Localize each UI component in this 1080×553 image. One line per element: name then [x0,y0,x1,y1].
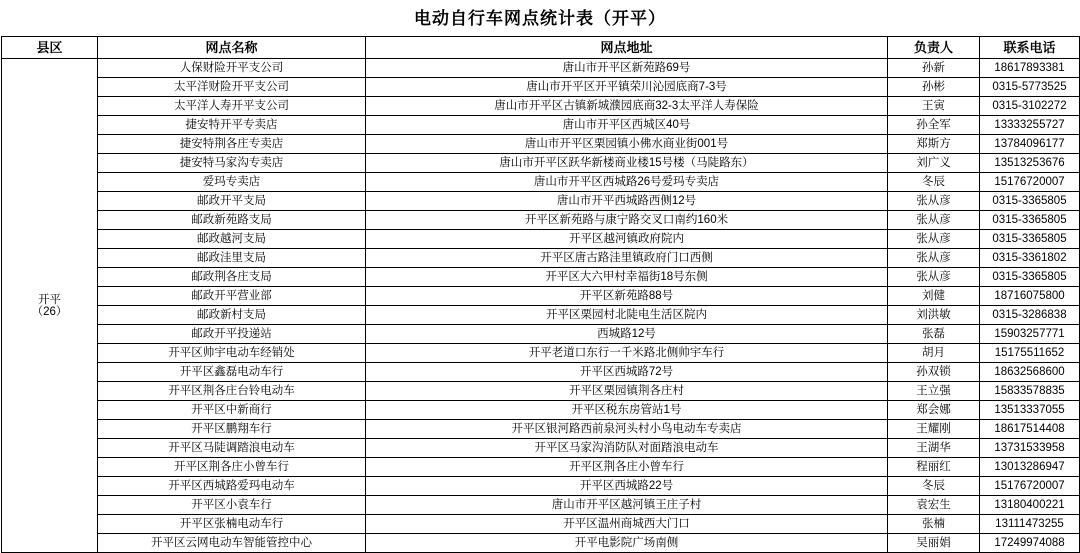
table-row [2,154,1080,173]
station-name-cell: 开平区云网电动车智能管控中心 [98,534,366,553]
station-address-cell: 唐山市开平区新苑路69号 [366,59,888,78]
station-address-cell: 开平区新苑路88号 [366,287,888,306]
header-station-address: 网点地址 [366,37,888,59]
person-cell: 王立强 [888,382,980,401]
person-cell: 张从彦 [888,249,980,268]
table-row [2,439,1080,458]
phone-cell: 18617893381 [980,59,1080,78]
person-cell: 张从彦 [888,268,980,287]
station-address-cell: 开平区栗园村北陡电生活区院内 [366,306,888,325]
person-cell: 刘健 [888,287,980,306]
phone-cell: 13784096177 [980,135,1080,154]
phone-cell: 18617514408 [980,420,1080,439]
table-row [2,306,1080,325]
person-cell: 王湖华 [888,439,980,458]
table-row [2,401,1080,420]
person-cell: 张从彦 [888,211,980,230]
table-row [2,458,1080,477]
phone-cell: 18716075800 [980,287,1080,306]
person-cell: 孙全军 [888,116,980,135]
phone-cell: 13513337055 [980,401,1080,420]
person-cell: 刘广义 [888,154,980,173]
person-cell: 孙新 [888,59,980,78]
station-address-cell: 唐山市开平区栗园镇小佛水商业街001号 [366,135,888,154]
table-row [2,173,1080,192]
table-row [2,496,1080,515]
station-name-cell: 邮政开平投递站 [98,325,366,344]
table-row [2,382,1080,401]
table-row [2,344,1080,363]
phone-cell: 18632568600 [980,363,1080,382]
phone-cell: 0315-3361802 [980,249,1080,268]
station-address-cell: 开平区新苑路与康宁路交叉口南约160米 [366,211,888,230]
station-name-cell: 太平洋财险开平支公司 [98,78,366,97]
station-address-cell: 唐山市开平区西城路26号爱玛专卖店 [366,173,888,192]
station-name-cell: 邮政越河支局 [98,230,366,249]
station-name-cell: 爱玛专卖店 [98,173,366,192]
table-row [2,116,1080,135]
stations-table [1,36,1080,553]
table-row [2,230,1080,249]
station-name-cell: 邮政开平营业部 [98,287,366,306]
station-name-cell: 邮政新村支局 [98,306,366,325]
phone-cell: 15175511652 [980,344,1080,363]
phone-cell: 13731533958 [980,439,1080,458]
table-row [2,59,1080,78]
station-address-cell: 开平区唐古路洼里镇政府门口西侧 [366,249,888,268]
phone-cell: 13333255727 [980,116,1080,135]
person-cell: 程丽红 [888,458,980,477]
phone-cell: 13180400221 [980,496,1080,515]
phone-cell: 13513253676 [980,154,1080,173]
header-phone: 联系电话 [980,37,1080,59]
table-row [2,135,1080,154]
table-row [2,363,1080,382]
station-name-cell: 开平区马陡调踏浪电动车 [98,439,366,458]
station-name-cell: 开平区西城路爱玛电动车 [98,477,366,496]
phone-cell: 0315-3365805 [980,230,1080,249]
phone-cell: 0315-3365805 [980,211,1080,230]
station-address-cell: 开平区税东房管站1号 [366,401,888,420]
table-row [2,249,1080,268]
station-name-cell: 开平区中新商行 [98,401,366,420]
phone-cell: 0315-3365805 [980,268,1080,287]
station-name-cell: 开平区鑫磊电动车行 [98,363,366,382]
station-address-cell: 开平老道口东行一千米路北侧帅宇车行 [366,344,888,363]
person-cell: 刘洪敏 [888,306,980,325]
person-cell: 冬辰 [888,173,980,192]
table-row [2,534,1080,553]
station-address-cell: 西城路12号 [366,325,888,344]
station-name-cell: 捷安特马家沟专卖店 [98,154,366,173]
station-address-cell: 唐山市开平西城路西侧12号 [366,192,888,211]
station-address-cell: 开平区马家沟消防队对面踏浪电动车 [366,439,888,458]
page-title: 电动自行车网点统计表（开平） [414,9,666,28]
header-row [2,37,1080,59]
station-address-cell: 开平区西城路22号 [366,477,888,496]
person-cell: 张从彦 [888,230,980,249]
station-address-cell: 开平区栗园镇荆各庄村 [366,382,888,401]
station-name-cell: 邮政开平支局 [98,192,366,211]
region-cell [2,59,98,553]
table-row [2,78,1080,97]
table-row [2,192,1080,211]
person-cell: 吴丽娟 [888,534,980,553]
table-row [2,211,1080,230]
station-address-cell: 开平区大六甲村幸福街18号东侧 [366,268,888,287]
station-name-cell: 开平区小袁车行 [98,496,366,515]
header-station-name: 网点名称 [98,37,366,59]
station-address-cell: 唐山市开平区跃华新楼商业楼15号楼（马陡路东） [366,154,888,173]
person-cell: 胡月 [888,344,980,363]
person-cell: 郑会娜 [888,401,980,420]
station-address-cell: 开平电影院广场南侧 [366,534,888,553]
header-region: 县区 [2,37,98,59]
station-address-cell: 开平区西城路72号 [366,363,888,382]
phone-cell: 15903257771 [980,325,1080,344]
station-name-cell: 开平区帅宇电动车经销处 [98,344,366,363]
person-cell: 冬辰 [888,477,980,496]
phone-cell: 0315-3365805 [980,192,1080,211]
station-address-cell: 开平区荆各庄小曾车行 [366,458,888,477]
table-row [2,420,1080,439]
person-cell: 孙彬 [888,78,980,97]
station-name-cell: 开平区张楠电动车行 [98,515,366,534]
person-cell: 张磊 [888,325,980,344]
table-row [2,268,1080,287]
station-name-cell: 人保财险开平支公司 [98,59,366,78]
person-cell: 张楠 [888,515,980,534]
station-name-cell: 太平洋人寿开平支公司 [98,97,366,116]
station-address-cell: 开平区越河镇政府院内 [366,230,888,249]
table-body [2,59,1080,553]
station-address-cell: 开平区温州商城西大门口 [366,515,888,534]
person-cell: 王寅 [888,97,980,116]
table-row [2,287,1080,306]
station-name-cell: 捷安特开平专卖店 [98,116,366,135]
phone-cell: 17249974088 [980,534,1080,553]
phone-cell: 15176720007 [980,477,1080,496]
phone-cell: 0315-5773525 [980,78,1080,97]
station-name-cell: 开平区荆各庄台铃电动车 [98,382,366,401]
table-row [2,325,1080,344]
station-name-cell: 邮政新苑路支局 [98,211,366,230]
station-name-cell: 捷安特荆各庄专卖店 [98,135,366,154]
station-address-cell: 唐山市开平区越河镇王庄子村 [366,496,888,515]
person-cell: 张从彦 [888,192,980,211]
table-row [2,97,1080,116]
region-name: 开平 [38,293,61,306]
person-cell: 王耀刚 [888,420,980,439]
station-address-cell: 唐山市开平区西城区40号 [366,116,888,135]
phone-cell: 15833578835 [980,382,1080,401]
table-header [2,37,1080,59]
station-name-cell: 邮政洼里支局 [98,249,366,268]
person-cell: 袁宏生 [888,496,980,515]
phone-cell: 0315-3286838 [980,306,1080,325]
header-person: 负责人 [888,37,980,59]
region-count: （26） [31,305,68,318]
station-name-cell: 开平区荆各庄小曾车行 [98,458,366,477]
station-address-cell: 唐山市开平区开平镇荣川沁园底商7-3号 [366,78,888,97]
phone-cell: 15176720007 [980,173,1080,192]
station-address-cell: 唐山市开平区古镇新城濮园底商32-3太平洋人寿保险 [366,97,888,116]
phone-cell: 13111473255 [980,515,1080,534]
phone-cell: 13013286947 [980,458,1080,477]
person-cell: 孙双锁 [888,363,980,382]
station-name-cell: 邮政荆各庄支局 [98,268,366,287]
person-cell: 郑斯方 [888,135,980,154]
table-row [2,477,1080,496]
phone-cell: 0315-3102272 [980,97,1080,116]
station-address-cell: 开平区银河路西前泉河头村小鸟电动车专卖店 [366,420,888,439]
station-name-cell: 开平区鹏翔车行 [98,420,366,439]
